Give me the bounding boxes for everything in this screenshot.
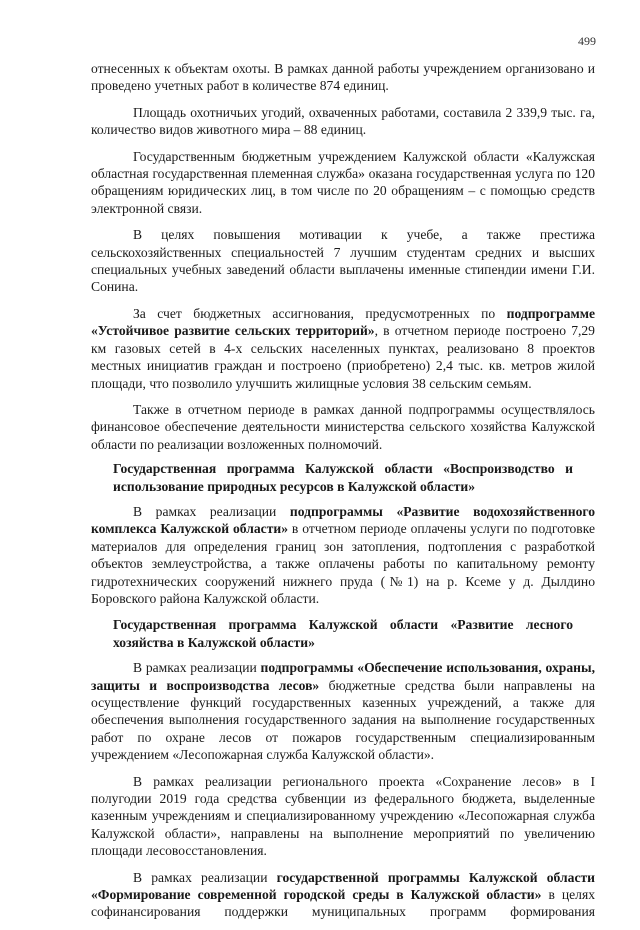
paragraph-rural-development: За счет бюджетных ассигнования, предусмотренных по подпрограмме «Устойчивое развитие сельских территорий», в отчетном периоде построено 7,29 км газовых сетей в 4-х сельских населенных пунктах, реализовано 8 проектов местных инициатив граждан и построено (приобретено) 2,4 тыс. кв. метров жилой площади, что позволило улучшить жилищные условия 38 сельским семьям.	[91, 305, 595, 391]
document-body	[91, 60, 595, 930]
subprogram-title-water: подпрограммы «Развитие водохозяйственного комплекса Калужской области»	[91, 503, 595, 537]
paragraph-hunting-accounting: отнесенных к объектам охоты. В рамках данной работы учреждением организовано и проведено учетных работ в количестве 874 единиц.	[91, 61, 595, 94]
section-heading-forestry: Государственная программа Калужской области «Развитие лесного хозяйства в Калужской области»	[113, 617, 573, 650]
program-title-urban: государственной программы Калужской области «Формирование современной городской среды в Калужской области»	[91, 869, 595, 903]
page-number: 499	[578, 34, 596, 48]
paragraph-forest-protection: В рамках реализации подпрограммы «Обеспечение использования, охраны, защиты и воспроизводства лесов» бюджетные средства были направлены на осуществление функций государственных казенных учреждений, а также для обеспечения выполнения государственного задания на выполнение государственных работ по охране лесов от пожаров государственным специализированным учреждением «Лесопожарная служба Калужской области».	[91, 660, 595, 763]
paragraph-breeding-service: Государственным бюджетным учреждением Калужской области «Калужская областная государственная племенная служба» оказана государственная услуга по 120 обращениям юридических лиц, в том числе по 20 обращениям – с помощью средств электронной связи.	[91, 148, 595, 216]
paragraph-scholarships: В целях повышения мотивации к учебе, а также престижа сельскохозяйственных специальностей 7 лучшим студентам средних и высших специальных учебных заведений области выплачены именные стипендии имени Г.И. Сонина.	[91, 227, 595, 295]
paragraph-urban-environment: В рамках реализации государственной программы Калужской области «Формирование современной городской среды в Калужской области» в целях софинансирования поддержки муниципальных программ формирования	[91, 869, 595, 920]
subprogram-title-forest: подпрограммы «Обеспечение использования, охраны, защиты и воспроизводства лесов»	[91, 660, 595, 693]
subprogram-title-rural: подпрограмме «Устойчивое развитие сельских территорий»	[91, 305, 595, 339]
paragraph-water-management: В рамках реализации подпрограммы «Развитие водохозяйственного комплекса Калужской области» в отчетном периоде оплачены услуги по подготовке материалов для определения границ зон затопления, подтопления с разработкой объектов землеустройства, а также оплачены работы по капитальному ремонту гидротехнических сооружений нижнего пруда (№1) на р. Ксеме у д. Дылдино Боровского района Калужской области.	[91, 503, 595, 606]
section-heading-natural-resources: Государственная программа Калужской области «Воспроизводство и использование природных ресурсов в Калужской области»	[113, 461, 573, 494]
paragraph-financial-support: Также в отчетном периоде в рамках данной подпрограммы осуществлялось финансовое обеспечение деятельности министерства сельского хозяйства Калужской области по реализации возложенных полномочий.	[91, 401, 595, 452]
paragraph-forest-preservation-project: В рамках реализации регионального проекта «Сохранение лесов» в I полугодии 2019 года средства субвенции из федерального бюджета, выделенные казенным учреждениям и специализированному учреждению «Лесопожарная служба Калужской области», направлены на выполнение мероприятий по увеличению площади лесовосстановления.	[91, 773, 595, 859]
paragraph-hunting-area: Площадь охотничьих угодий, охваченных работами, составила 2 339,9 тыс. га, количество видов животного мира – 88 единиц.	[91, 104, 595, 138]
